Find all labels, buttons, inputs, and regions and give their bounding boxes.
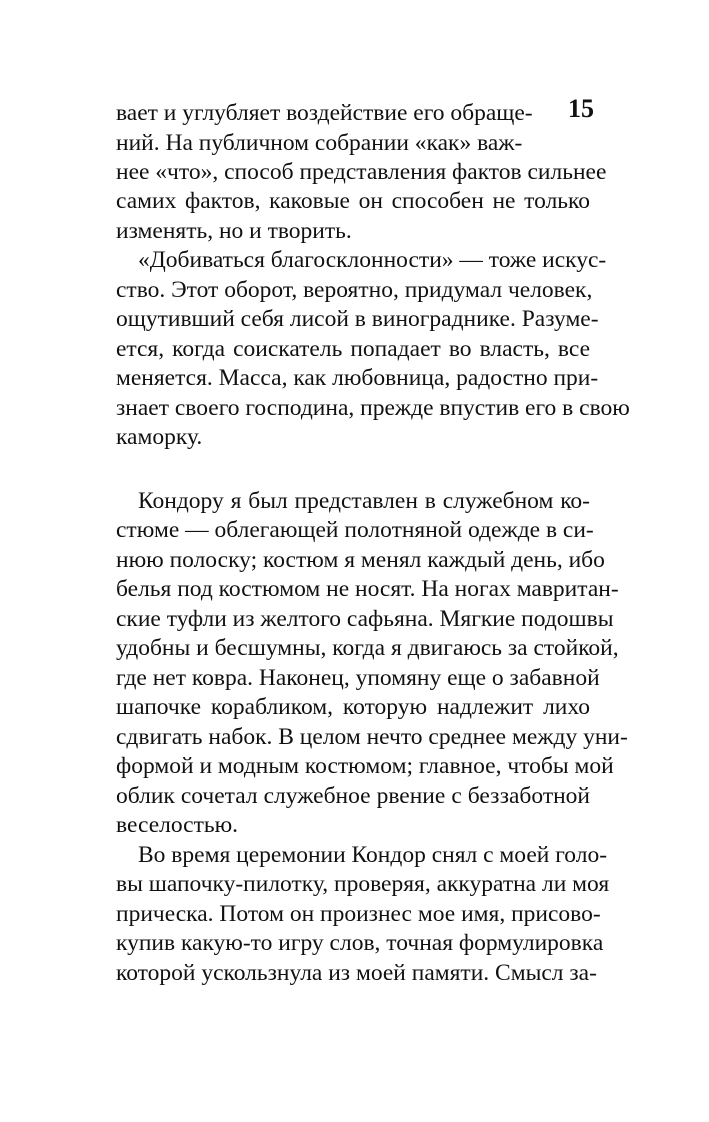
text-line: «Добиваться благосклонности» — тоже искус-	[138, 247, 607, 273]
text-line: прическа. Потом он произнес мое имя, присово-	[116, 901, 601, 927]
text-line: нее «что», способ представления фактов сильнее	[116, 159, 607, 185]
text-line: вает и углубляет воздействие его обраще-	[116, 100, 533, 126]
page-number: 15	[568, 94, 594, 123]
text-line: знает своего господина, прежде впустив его в свою	[116, 395, 630, 421]
text-line: где нет ковра. Наконец, упомяну еще о забавной	[116, 665, 600, 691]
text-line: ство. Этот оборот, вероятно, придумал человек,	[116, 277, 593, 303]
text-line: шапочке корабликом, которую надлежит лихо	[116, 694, 590, 720]
text-line: формой и модным костюмом; главное, чтобы мой	[116, 753, 614, 779]
text-line: стюме — облегающей полотняной одежде в си-	[116, 517, 594, 543]
text-line: купив какую-то игру слов, точная формулировка	[116, 930, 604, 956]
text-line: изменять, но и творить.	[116, 218, 352, 244]
text-line: Во время церемонии Кондор снял с моей голо-	[138, 842, 608, 868]
text-line: меняется. Масса, как любовница, радостно при-	[116, 365, 599, 391]
text-line: которой ускользнула из моей памяти. Смысл за-	[116, 960, 597, 986]
text-line: удобны и бесшумны, когда я двигаюсь за стойкой,	[116, 635, 619, 661]
text-line: ощутивший себя лисой в винограднике. Разуме-	[116, 306, 599, 332]
text-line: веселостью.	[116, 812, 239, 838]
text-line: вы шапочку-пилотку, проверяя, аккуратна ли моя	[116, 871, 610, 897]
text-line: нюю полоску; костюм я менял каждый день, ибо	[116, 547, 605, 573]
text-line: ний. На публичном собрании «как» важ-	[116, 130, 523, 156]
text-line: каморку.	[116, 424, 203, 450]
text-line: ется, когда соискатель попадает во власть, все	[116, 336, 590, 362]
text-line: самих фактов, каковые он способен не только	[116, 188, 590, 214]
text-line: Кондору я был представлен в служебном ко-	[138, 488, 590, 514]
text-line: облик сочетал служебное рвение с беззаботной	[116, 783, 590, 809]
text-line: ские туфли из желтого сафьяна. Мягкие подошвы	[116, 606, 614, 632]
text-line: сдвигать набок. В целом нечто среднее между уни-	[116, 724, 628, 750]
text-line: белья под костюмом не носят. На ногах мавритан-	[116, 576, 619, 602]
